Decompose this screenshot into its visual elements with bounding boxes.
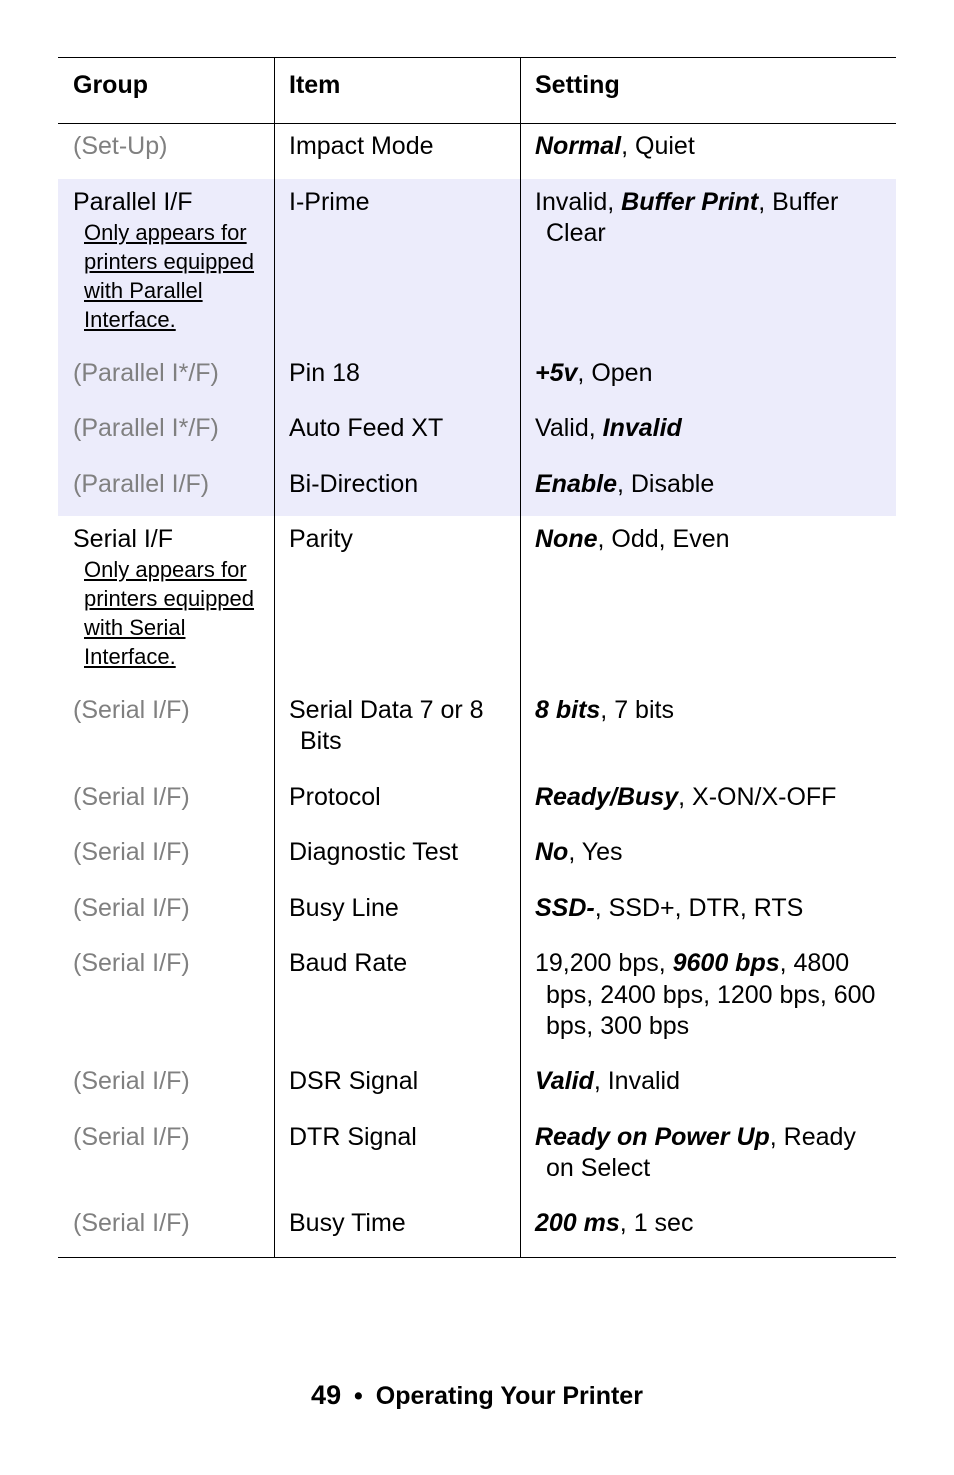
group-note: Only appears for bbox=[84, 557, 247, 582]
group-cell: Parallel I/F bbox=[73, 188, 193, 216]
group-cell: (Parallel I*/F) bbox=[73, 414, 219, 442]
group-cell: (Serial I/F) bbox=[73, 949, 190, 977]
group-note: printers equipped bbox=[84, 586, 255, 611]
group-note: Only appears for bbox=[84, 220, 247, 245]
item-cell: Bi-Direction bbox=[289, 470, 419, 498]
group-note: Interface. bbox=[84, 644, 176, 669]
setting-cell-cont: on Select bbox=[546, 1154, 651, 1182]
footer-bullet: • bbox=[354, 1382, 363, 1410]
settings-table bbox=[58, 57, 896, 1258]
header-group: Group bbox=[73, 71, 148, 99]
item-cell: Impact Mode bbox=[289, 132, 434, 160]
item-cell-cont: Bits bbox=[300, 727, 342, 755]
group-cell: (Serial I/F) bbox=[73, 783, 190, 811]
item-cell: Parity bbox=[289, 525, 353, 553]
item-cell: Auto Feed XT bbox=[289, 414, 444, 442]
group-cell: (Serial I/F) bbox=[73, 1067, 190, 1095]
setting-cell: Enable, Disable bbox=[535, 470, 715, 498]
group-cell: (Parallel I*/F) bbox=[73, 359, 219, 387]
footer-title: Operating Your Printer bbox=[375, 1382, 643, 1410]
item-cell: Busy Line bbox=[289, 894, 399, 922]
page-number: 49 bbox=[311, 1380, 342, 1410]
setting-cell: Valid, Invalid bbox=[535, 1067, 680, 1095]
setting-cell: +5v, Open bbox=[535, 359, 653, 387]
setting-cell: No, Yes bbox=[535, 838, 623, 866]
setting-cell: Ready/Busy, X-ON/X-OFF bbox=[535, 783, 837, 811]
item-cell: Busy Time bbox=[289, 1209, 406, 1237]
column-divider-2 bbox=[520, 58, 521, 1257]
group-cell: (Serial I/F) bbox=[73, 1209, 190, 1237]
setting-cell: None, Odd, Even bbox=[535, 525, 730, 553]
item-cell: DSR Signal bbox=[289, 1067, 419, 1095]
setting-cell: 200 ms, 1 sec bbox=[535, 1209, 694, 1237]
page-footer bbox=[0, 1380, 954, 1411]
item-cell: Protocol bbox=[289, 783, 381, 811]
group-cell: (Serial I/F) bbox=[73, 838, 190, 866]
group-cell: (Parallel I/F) bbox=[73, 470, 210, 498]
group-cell: (Serial I/F) bbox=[73, 696, 190, 724]
group-note: printers equipped bbox=[84, 249, 255, 274]
group-note: with Parallel bbox=[84, 278, 203, 303]
group-cell: Serial I/F bbox=[73, 525, 174, 553]
setting-cell-cont: bps, 300 bps bbox=[546, 1012, 690, 1040]
group-note: with Serial bbox=[84, 615, 186, 640]
item-cell: Diagnostic Test bbox=[289, 838, 459, 866]
setting-cell: Normal, Quiet bbox=[535, 132, 695, 160]
setting-cell: 19,200 bps, 9600 bps, 4800 bbox=[535, 949, 850, 977]
item-cell: Pin 18 bbox=[289, 359, 360, 387]
setting-cell: SSD-, SSD+, DTR, RTS bbox=[535, 894, 804, 922]
item-cell: Serial Data 7 or 8 bbox=[289, 696, 484, 724]
item-cell: I-Prime bbox=[289, 188, 370, 216]
setting-cell: 8 bits, 7 bits bbox=[535, 696, 674, 724]
group-cell: (Set-Up) bbox=[73, 132, 168, 160]
setting-cell-cont: bps, 2400 bps, 1200 bps, 600 bbox=[546, 981, 876, 1009]
setting-cell: Valid, Invalid bbox=[535, 414, 682, 442]
setting-cell: Invalid, Buffer Print, Buffer bbox=[535, 188, 839, 216]
item-cell: DTR Signal bbox=[289, 1123, 417, 1151]
group-cell: (Serial I/F) bbox=[73, 1123, 190, 1151]
setting-cell: Ready on Power Up, Ready bbox=[535, 1123, 856, 1151]
group-note: Interface. bbox=[84, 307, 176, 332]
group-cell: (Serial I/F) bbox=[73, 894, 190, 922]
header-setting: Setting bbox=[535, 71, 620, 99]
column-divider-1 bbox=[274, 58, 275, 1257]
item-cell: Baud Rate bbox=[289, 949, 408, 977]
header-item: Item bbox=[289, 71, 341, 99]
header-divider bbox=[58, 123, 896, 124]
setting-cell-cont: Clear bbox=[546, 219, 606, 247]
